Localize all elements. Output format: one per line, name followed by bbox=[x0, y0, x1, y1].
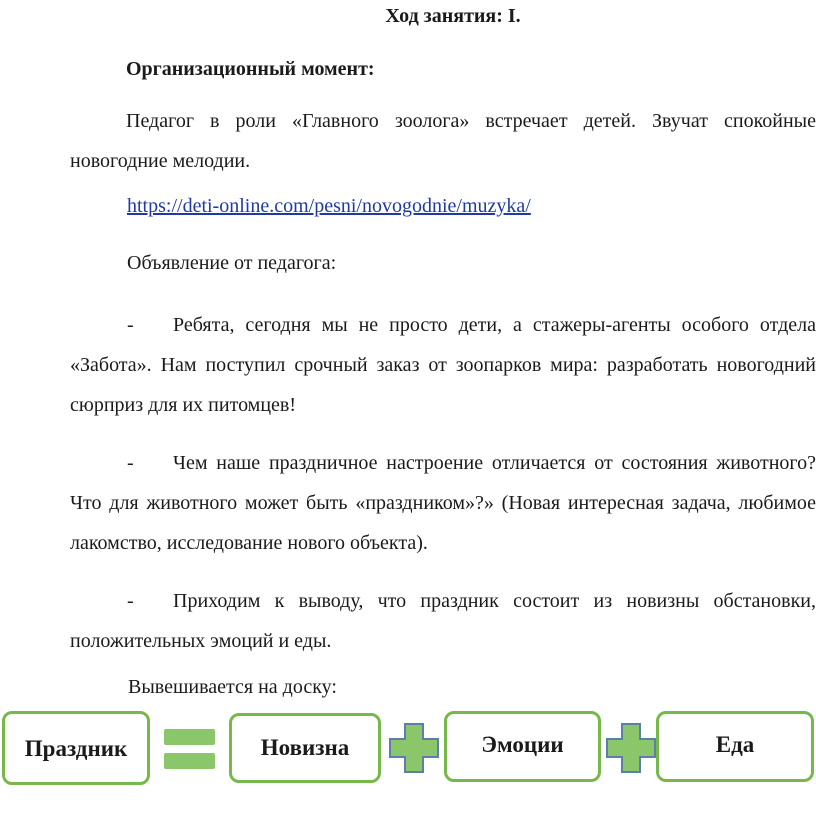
list-item-text: Чем наше праздничное настроение отличается от состояния животного? Что для животного может быть «праздником»?» (Новая интересная задача, любимое лакомство, исследование нового объекта). bbox=[70, 452, 816, 554]
term-label: Праздник bbox=[24, 736, 128, 761]
term-box-food bbox=[656, 711, 814, 782]
board-label: Вывешивается на доску: bbox=[128, 676, 337, 698]
list-item bbox=[70, 443, 816, 563]
term-box-novelty bbox=[229, 713, 381, 783]
list-item bbox=[70, 305, 816, 425]
term-label: Эмоции bbox=[481, 731, 564, 757]
intro-paragraph: Педагог в роли «Главного зоолога» встречает детей. Звучат спокойные новогодние мелодии. bbox=[70, 110, 816, 172]
list-item bbox=[70, 581, 816, 661]
term-box-holiday bbox=[2, 711, 150, 785]
list-dash: - bbox=[127, 590, 134, 612]
lesson-title: Ход занятия: I. bbox=[385, 5, 521, 27]
term-label: Новизна bbox=[260, 735, 350, 760]
term-label: Еда bbox=[715, 731, 755, 757]
list-item-text: Приходим к выводу, что праздник состоит из новизны обстановки, положительных эмоций и еды. bbox=[70, 590, 816, 652]
term-box-emotions bbox=[444, 711, 601, 782]
list-item-text: Ребята, сегодня мы не просто дети, а стажеры-агенты особого отдела «Забота». Нам поступил срочный заказ от зоопарков мира: разработать новогодний сюрприз для их питомцев! bbox=[70, 314, 816, 416]
list-dash: - bbox=[127, 314, 134, 336]
announcement-label: Объявление от педагога: bbox=[127, 252, 337, 274]
section-heading: Организационный момент: bbox=[126, 58, 375, 80]
plus-icon bbox=[388, 722, 440, 774]
equals-icon bbox=[162, 727, 217, 773]
list-dash: - bbox=[127, 452, 134, 474]
music-link[interactable]: https://deti-online.com/pesni/novogodnie/muzyka/ bbox=[127, 195, 531, 217]
plus-icon bbox=[605, 722, 657, 774]
